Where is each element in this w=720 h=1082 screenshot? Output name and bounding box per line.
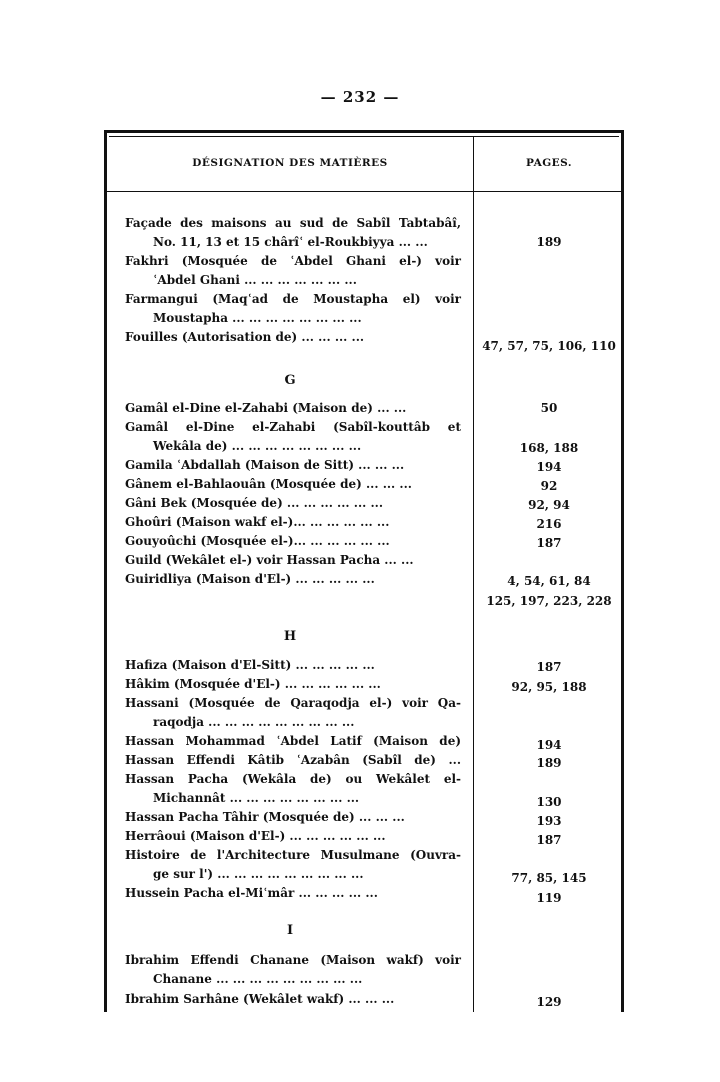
index-entry: Gouyoûchi (Mosquée el-)... ... ... ... ... ...	[125, 534, 390, 548]
header-pages: PAGES.	[525, 157, 573, 169]
page-ref: 193	[536, 814, 562, 828]
index-entry: Herrâoui (Maison d'El-) ... ... ... ... ... ...	[125, 829, 386, 843]
page-ref: 125, 197, 223, 228	[486, 594, 612, 608]
index-entry: Ibrahim Effendi Chanane (Maison wakf) voir	[125, 953, 461, 967]
section-letter: H	[283, 629, 297, 644]
page-ref: 187	[536, 536, 562, 550]
index-entry: Façade des maisons au sud de Sabîl Tabtabâî,	[125, 216, 461, 230]
page-ref: 189	[536, 756, 562, 770]
table-top-rule	[109, 136, 619, 137]
page-ref: 216	[536, 517, 562, 531]
header-designation: DÉSIGNATION DES MATIÈRES	[192, 157, 388, 169]
index-entry: Hassani (Mosquée de Qaraqodja el-) voir Qa-	[125, 696, 461, 710]
index-entry-continuation: Wekâla de) ... ... ... ... ... ... ... ...	[153, 439, 362, 453]
section-letter: I	[286, 923, 294, 938]
page-ref: 92, 94	[528, 498, 570, 512]
page-ref: 92, 95, 188	[511, 680, 587, 694]
page-ref: 130	[536, 795, 562, 809]
page-ref: 194	[536, 738, 562, 752]
index-entry: Hassan Mohammad ʿAbdel Latif (Maison de)	[125, 734, 461, 748]
index-entry: Histoire de l'Architecture Musulmane (Ouvra-	[125, 848, 461, 862]
index-entry-continuation: Chanane ... ... ... ... ... ... ... ... ...	[153, 972, 363, 986]
index-entry-continuation: ʿAbdel Ghani ... ... ... ... ... ... ...	[153, 273, 357, 287]
index-entry: Gamâl el-Dine el-Zahabi (Sabîl-kouttâb et	[125, 420, 461, 434]
index-entry: Guiridliya (Maison d'El-) ... ... ... ... ...	[125, 572, 375, 586]
page-ref: 4, 54, 61, 84	[507, 574, 591, 588]
index-entry: Ghoûri (Maison wakf el-)... ... ... ... ... ...	[125, 515, 390, 529]
index-entry: Hafiza (Maison d'El-Sitt) ... ... ... ... ...	[125, 658, 375, 672]
index-entry-continuation: Michannât ... ... ... ... ... ... ... ...	[153, 791, 360, 805]
page-ref: 168, 188	[519, 441, 579, 455]
index-entry: Hussein Pacha el-Miʿmâr ... ... ... ... ...	[125, 886, 378, 900]
index-entry: Ibrahim Sarhâne (Wekâlet wakf) ... ... ...	[125, 992, 395, 1006]
index-entry: Hassan Pacha (Wekâla de) ou Wekâlet el-	[125, 772, 461, 786]
page-ref: 189	[536, 235, 562, 249]
index-entry: Gâni Bek (Mosquée de) ... ... ... ... ... ...	[125, 496, 384, 510]
index-entry-continuation: No. 11, 13 et 15 chârîʿ el-Roukbiyya ... ...	[153, 235, 428, 249]
page-ref: 50	[540, 401, 558, 415]
page-ref: 194	[536, 460, 562, 474]
page-ref: 187	[536, 660, 562, 674]
index-entry: Gânem el-Bahlaouân (Mosquée de) ... ... ...	[125, 477, 412, 491]
index-table	[104, 130, 624, 1012]
index-entry: Hâkim (Mosquée d'El-) ... ... ... ... ... ...	[125, 677, 381, 691]
header-divider	[107, 191, 621, 192]
index-entry: Hassan Pacha Tâhir (Mosquée de) ... ... ...	[125, 810, 405, 824]
section-letter: G	[284, 373, 296, 388]
index-entry: Fakhri (Mosquée de ʿAbdel Ghani el-) voir	[125, 254, 461, 268]
page-ref: 77, 85, 145	[511, 871, 587, 885]
index-entry: Farmangui (Maqʿad de Moustapha el) voir	[125, 292, 461, 306]
index-entry: Gamâl el-Dine el-Zahabi (Maison de) ... ...	[125, 401, 407, 415]
index-entry: Gamila ʿAbdallah (Maison de Sitt) ... ... ...	[125, 458, 405, 472]
index-entry: Fouilles (Autorisation de) ... ... ... ...	[125, 330, 365, 344]
index-entry-continuation: ge sur l') ... ... ... ... ... ... ... ... ...	[153, 867, 364, 881]
page-ref: 129	[536, 995, 562, 1009]
index-entry: Hassan Effendi Kâtib ʿAzabân (Sabîl de) ...	[125, 753, 461, 767]
page-number: — 232 —	[320, 88, 400, 106]
index-entry-continuation: raqodja ... ... ... ... ... ... ... ... ...	[153, 715, 355, 729]
page-ref: 187	[536, 833, 562, 847]
page-ref: 47, 57, 75, 106, 110	[482, 339, 616, 353]
page-ref: 92	[540, 479, 558, 493]
index-entry: Guild (Wekâlet el-) voir Hassan Pacha ... ...	[125, 553, 414, 567]
index-entry-continuation: Moustapha ... ... ... ... ... ... ... ...	[153, 311, 362, 325]
page-ref: 119	[536, 891, 562, 905]
